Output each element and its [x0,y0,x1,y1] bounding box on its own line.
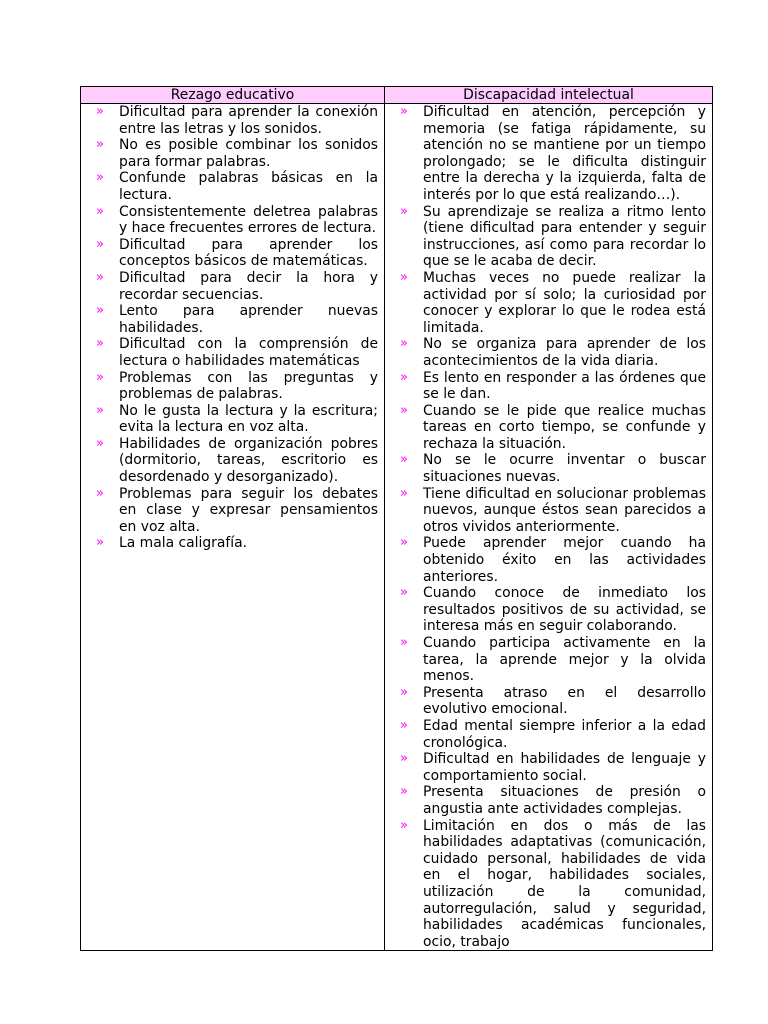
bullet-icon: » [96,402,104,418]
bullet-icon: » [96,137,104,153]
discapacidad-item-text: Limitación en dos o más de las habilidades adaptativas (comunicación, cuidado personal, habilidades de vida en el hogar, habilidades sociales, utilización de la comunidad, autorregulación, salud y seguridad, habilidades académicas funcionales, ocio, trabajo [423,817,706,950]
header-row [81,87,713,104]
rezago-item [85,336,378,369]
rezago-item [85,535,378,552]
header-rezago-educativo: Rezago educativo [81,87,385,104]
bullet-icon: » [400,585,408,601]
rezago-item [85,436,378,486]
bullet-icon: » [400,203,408,219]
bullet-icon: » [400,784,408,800]
discapacidad-item [389,718,706,751]
bullet-icon: » [96,485,104,501]
rezago-item [85,303,378,336]
bullet-icon: » [400,369,408,385]
bullet-icon: » [400,269,408,285]
bullet-icon: » [400,485,408,501]
rezago-item-text: Confunde palabras básicas en la lectura. [119,170,378,203]
discapacidad-item [389,784,706,817]
discapacidad-item [389,403,706,453]
bullet-icon: » [400,104,408,119]
bullet-icon: » [96,104,104,119]
rezago-item-text: Dificultad para aprender la conexión entre las letras y los sonidos. [119,104,378,137]
bullet-icon: » [400,751,408,767]
rezago-item [85,486,378,536]
discapacidad-item-text: Es lento en responder a las órdenes que se le dan. [423,369,706,403]
discapacidad-item-text: Su aprendizaje se realiza a ritmo lento (tiene dificultad para entender y seguir instrucciones, así como para recordar lo que se le acaba de decir. [423,203,706,270]
content-row [81,104,713,951]
bullet-icon: » [400,817,408,833]
rezago-item-text: La mala caligrafía. [119,535,248,552]
discapacidad-item [389,204,706,270]
rezago-item-text: Lento para aprender nuevas habilidades. [119,303,378,336]
rezago-item [85,104,378,137]
header-discapacidad-intelectual: Discapacidad intelectual [385,87,713,104]
rezago-item-text: Consistentemente deletrea palabras y hace frecuentes errores de lectura. [119,203,378,237]
rezago-item [85,403,378,436]
bullet-icon: » [96,336,104,352]
bullet-icon: » [96,236,104,252]
discapacidad-item [389,270,706,336]
bullet-icon: » [400,336,408,352]
discapacidad-item-text: No se le ocurre inventar o buscar situaciones nuevas. [423,452,706,486]
discapacidad-item-text: Muchas veces no puede realizar la actividad por sí solo; la curiosidad por conocer y explorar lo que le rodea está limitada. [423,269,706,336]
discapacidad-item [389,336,706,369]
bullet-icon: » [400,535,408,551]
discapacidad-item [389,104,706,204]
rezago-item-text: Dificultad para decir la hora y recordar secuencias. [119,269,378,303]
rezago-item [85,137,378,170]
discapacidad-item-text: Cuando participa activamente en la tarea, la aprende mejor y la olvida menos. [423,635,706,685]
discapacidad-item-text: Presenta atraso en el desarrollo evolutivo emocional. [423,684,706,718]
discapacidad-item [389,486,706,536]
rezago-item-text: Problemas con las preguntas y problemas de palabras. [119,369,378,403]
discapacidad-item [389,585,706,635]
discapacidad-item [389,685,706,718]
rezago-item-text: No le gusta la lectura y la escritura; evita la lectura en voz alta. [119,402,378,436]
bullet-icon: » [96,170,104,186]
discapacidad-item-text: No se organiza para aprender de los acontecimientos de la vida diaria. [423,336,706,369]
rezago-item [85,237,378,270]
bullet-icon: » [96,203,104,219]
discapacidad-item-text: Puede aprender mejor cuando ha obtenido éxito en las actividades anteriores. [423,535,706,585]
right-cell [385,104,713,951]
discapacidad-item-text: Dificultad en habilidades de lenguaje y comportamiento social. [423,751,706,784]
discapacidad-item [389,370,706,403]
discapacidad-item-text: Tiene dificultad en solucionar problemas nuevos, aunque éstos sean parecidos a otros vividos anteriormente. [423,485,706,535]
bullet-icon: » [96,369,104,385]
rezago-item-text: Habilidades de organización pobres (dormitorio, tareas, escritorio es desordenado y desorganizado). [119,435,378,486]
rezago-item-text: Dificultad con la comprensión de lectura o habilidades matemáticas [119,336,378,369]
rezago-item [85,270,378,303]
discapacidad-item [389,818,706,951]
discapacidad-item-text: Cuando se le pide que realice muchas tareas en corto tiempo, se confunde y rechaza la situación. [423,402,706,452]
bullet-icon: » [96,303,104,319]
discapacidad-item-text: Edad mental siempre inferior a la edad cronológica. [423,717,706,751]
discapacidad-item-text: Presenta situaciones de presión o angustia ante actividades complejas. [423,784,706,817]
bullet-icon: » [400,402,408,418]
bullet-icon: » [400,684,408,700]
rezago-item [85,370,378,403]
discapacidad-item [389,635,706,685]
bullet-icon: » [96,535,104,551]
rezago-item-text: No es posible combinar los sonidos para formar palabras. [119,137,378,170]
rezago-item-text: Dificultad para aprender los conceptos básicos de matemáticas. [119,236,378,270]
discapacidad-item-text: Cuando conoce de inmediato los resultados positivos de su actividad, se interesa más en seguir colaborando. [423,585,706,635]
bullet-icon: » [400,717,408,733]
discapacidad-item [389,535,706,585]
bullet-icon: » [400,452,408,468]
discapacidad-list [389,104,706,950]
rezago-item [85,170,378,203]
discapacidad-item [389,751,706,784]
discapacidad-item-text: Dificultad en atención, percepción y memoria (se fatiga rápidamente, su atención no se mantiene por un tiempo prolongado; se le dificulta distinguir entre la derecha y la izquierda, falta de interés por lo que está realizando…). [423,104,706,203]
discapacidad-item [389,452,706,485]
left-cell [81,104,385,951]
rezago-item-text: Problemas para seguir los debates en clase y expresar pensamientos en voz alta. [119,485,378,535]
rezago-item [85,204,378,237]
comparison-table [80,86,713,951]
bullet-icon: » [96,435,104,451]
rezago-list [85,104,378,552]
bullet-icon: » [96,269,104,285]
bullet-icon: » [400,635,408,650]
